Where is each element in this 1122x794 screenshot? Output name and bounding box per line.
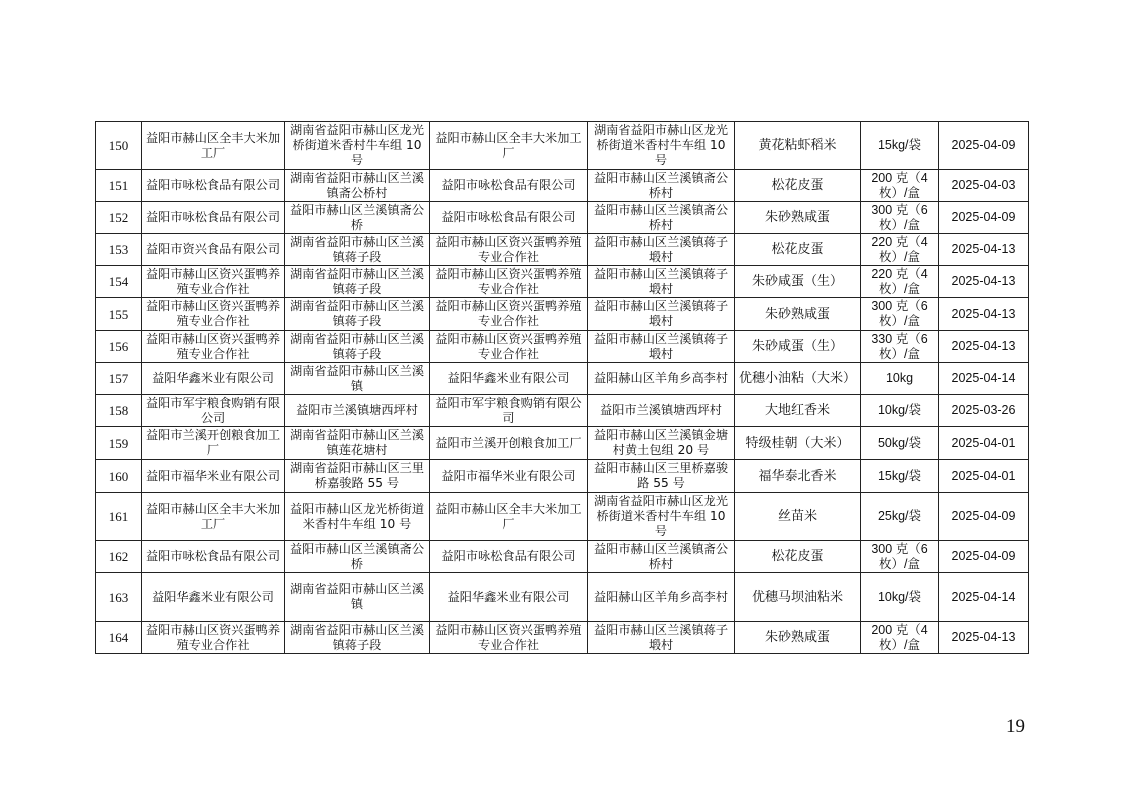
producer-name-cell: 益阳市赫山区资兴蛋鸭养殖专业合作社 [142,331,285,363]
seller-address-cell: 益阳市赫山区兰溪镇蒋子塅村 [588,298,735,331]
producer-address-cell: 湖南省益阳市赫山区兰溪镇 [285,363,430,395]
product-name-cell: 朱砂咸蛋（生） [735,331,861,363]
producer-address-cell: 湖南省益阳市赫山区兰溪镇斋公桥村 [285,170,430,202]
producer-address-cell: 湖南省益阳市赫山区三里桥嘉骏路 55 号 [285,460,430,493]
producer-address-cell: 湖南省益阳市赫山区兰溪镇蒋子段 [285,331,430,363]
seller-name-cell: 益阳市军宇粮食购销有限公司 [430,395,588,427]
seller-address-cell: 益阳市赫山区兰溪镇斋公桥村 [588,170,735,202]
product-name-cell: 黄花粘虾稻米 [735,122,861,170]
table-row [96,395,1029,427]
table-row [96,202,1029,234]
product-spec-cell: 220 克（4 枚）/盒 [861,266,939,298]
producer-address-cell: 湖南省益阳市赫山区兰溪镇蒋子段 [285,298,430,331]
table-row [96,298,1029,331]
product-spec-cell: 25kg/袋 [861,493,939,541]
row-number-cell: 151 [96,170,142,202]
producer-name-cell: 益阳市咏松食品有限公司 [142,541,285,573]
producer-address-cell: 湖南省益阳市赫山区兰溪镇蒋子段 [285,234,430,266]
product-spec-cell: 15kg/袋 [861,460,939,493]
producer-name-cell: 益阳市赫山区全丰大米加工厂 [142,122,285,170]
production-date-cell: 2025-04-13 [939,622,1029,654]
producer-name-cell: 益阳市赫山区全丰大米加工厂 [142,493,285,541]
table-row [96,122,1029,170]
product-name-cell: 优穗马坝油粘米 [735,573,861,622]
product-name-cell: 朱砂熟咸蛋 [735,202,861,234]
row-number-cell: 159 [96,427,142,460]
table-row [96,573,1029,622]
production-date-cell: 2025-04-01 [939,460,1029,493]
producer-address-cell: 湖南省益阳市赫山区兰溪镇蒋子段 [285,622,430,654]
seller-address-cell: 益阳赫山区羊角乡高李村 [588,363,735,395]
table-row [96,266,1029,298]
producer-address-cell: 益阳市兰溪镇塘西坪村 [285,395,430,427]
production-date-cell: 2025-04-14 [939,363,1029,395]
producer-name-cell: 益阳华鑫米业有限公司 [142,573,285,622]
production-date-cell: 2025-04-01 [939,427,1029,460]
table-row [96,460,1029,493]
seller-name-cell: 益阳市咏松食品有限公司 [430,202,588,234]
row-number-cell: 152 [96,202,142,234]
product-name-cell: 丝苗米 [735,493,861,541]
sampling-results-table [95,121,1029,654]
row-number-cell: 164 [96,622,142,654]
producer-address-cell: 湖南省益阳市赫山区兰溪镇莲花塘村 [285,427,430,460]
producer-name-cell: 益阳市咏松食品有限公司 [142,170,285,202]
table-row [96,493,1029,541]
product-spec-cell: 50kg/袋 [861,427,939,460]
seller-address-cell: 益阳市兰溪镇塘西坪村 [588,395,735,427]
producer-address-cell: 湖南省益阳市赫山区兰溪镇 [285,573,430,622]
production-date-cell: 2025-04-13 [939,266,1029,298]
seller-name-cell: 益阳市咏松食品有限公司 [430,541,588,573]
product-name-cell: 松花皮蛋 [735,541,861,573]
production-date-cell: 2025-04-13 [939,298,1029,331]
table-row [96,170,1029,202]
seller-name-cell: 益阳华鑫米业有限公司 [430,363,588,395]
table-row [96,622,1029,654]
product-spec-cell: 10kg/袋 [861,395,939,427]
seller-address-cell: 益阳市赫山区兰溪镇蒋子塅村 [588,331,735,363]
product-spec-cell: 10kg [861,363,939,395]
product-spec-cell: 10kg/袋 [861,573,939,622]
product-spec-cell: 15kg/袋 [861,122,939,170]
table-row [96,331,1029,363]
row-number-cell: 158 [96,395,142,427]
seller-address-cell: 益阳市赫山区兰溪镇金塘村黄土包组 20 号 [588,427,735,460]
producer-address-cell: 湖南省益阳市赫山区兰溪镇蒋子段 [285,266,430,298]
seller-name-cell: 益阳华鑫米业有限公司 [430,573,588,622]
product-name-cell: 松花皮蛋 [735,170,861,202]
producer-name-cell: 益阳市兰溪开创粮食加工厂 [142,427,285,460]
seller-address-cell: 益阳市赫山区兰溪镇斋公桥村 [588,202,735,234]
product-name-cell: 福华泰北香米 [735,460,861,493]
table-row [96,541,1029,573]
producer-name-cell: 益阳市福华米业有限公司 [142,460,285,493]
product-spec-cell: 200 克（4 枚）/盒 [861,622,939,654]
product-name-cell: 朱砂熟咸蛋 [735,298,861,331]
production-date-cell: 2025-04-09 [939,541,1029,573]
page-number: 19 [1006,716,1025,737]
production-date-cell: 2025-04-09 [939,202,1029,234]
producer-address-cell: 益阳市赫山区兰溪镇斋公桥 [285,541,430,573]
seller-address-cell: 益阳市赫山区兰溪镇斋公桥村 [588,541,735,573]
product-spec-cell: 200 克（4 枚）/盒 [861,170,939,202]
seller-address-cell: 湖南省益阳市赫山区龙光桥街道米香村牛车组 10 号 [588,493,735,541]
seller-name-cell: 益阳市赫山区资兴蛋鸭养殖专业合作社 [430,331,588,363]
producer-name-cell: 益阳华鑫米业有限公司 [142,363,285,395]
seller-name-cell: 益阳市赫山区全丰大米加工厂 [430,122,588,170]
table-row [96,363,1029,395]
product-name-cell: 大地红香米 [735,395,861,427]
seller-name-cell: 益阳市赫山区资兴蛋鸭养殖专业合作社 [430,266,588,298]
product-spec-cell: 300 克（6 枚）/盒 [861,202,939,234]
table-row [96,427,1029,460]
product-name-cell: 松花皮蛋 [735,234,861,266]
producer-name-cell: 益阳市赫山区资兴蛋鸭养殖专业合作社 [142,622,285,654]
row-number-cell: 153 [96,234,142,266]
seller-address-cell: 湖南省益阳市赫山区龙光桥街道米香村牛车组 10 号 [588,122,735,170]
row-number-cell: 160 [96,460,142,493]
seller-name-cell: 益阳市赫山区资兴蛋鸭养殖专业合作社 [430,622,588,654]
producer-address-cell: 益阳市赫山区龙光桥街道米香村牛车组 10 号 [285,493,430,541]
product-spec-cell: 300 克（6 枚）/盒 [861,298,939,331]
producer-address-cell: 益阳市赫山区兰溪镇斋公桥 [285,202,430,234]
row-number-cell: 157 [96,363,142,395]
production-date-cell: 2025-04-03 [939,170,1029,202]
producer-address-cell: 湖南省益阳市赫山区龙光桥街道米香村牛车组 10 号 [285,122,430,170]
producer-name-cell: 益阳市资兴食品有限公司 [142,234,285,266]
seller-name-cell: 益阳市兰溪开创粮食加工厂 [430,427,588,460]
table-row [96,234,1029,266]
production-date-cell: 2025-04-13 [939,234,1029,266]
product-name-cell: 优穗小油粘（大米） [735,363,861,395]
seller-name-cell: 益阳市福华米业有限公司 [430,460,588,493]
row-number-cell: 150 [96,122,142,170]
product-spec-cell: 300 克（6 枚）/盒 [861,541,939,573]
row-number-cell: 162 [96,541,142,573]
row-number-cell: 154 [96,266,142,298]
production-date-cell: 2025-03-26 [939,395,1029,427]
production-date-cell: 2025-04-09 [939,493,1029,541]
production-date-cell: 2025-04-13 [939,331,1029,363]
seller-name-cell: 益阳市赫山区全丰大米加工厂 [430,493,588,541]
producer-name-cell: 益阳市军宇粮食购销有限公司 [142,395,285,427]
producer-name-cell: 益阳市赫山区资兴蛋鸭养殖专业合作社 [142,298,285,331]
product-spec-cell: 220 克（4 枚）/盒 [861,234,939,266]
row-number-cell: 161 [96,493,142,541]
seller-address-cell: 益阳市赫山区兰溪镇蒋子塅村 [588,622,735,654]
row-number-cell: 163 [96,573,142,622]
production-date-cell: 2025-04-14 [939,573,1029,622]
row-number-cell: 156 [96,331,142,363]
seller-name-cell: 益阳市咏松食品有限公司 [430,170,588,202]
seller-address-cell: 益阳市赫山区兰溪镇蒋子塅村 [588,234,735,266]
seller-name-cell: 益阳市赫山区资兴蛋鸭养殖专业合作社 [430,234,588,266]
product-name-cell: 朱砂咸蛋（生） [735,266,861,298]
producer-name-cell: 益阳市赫山区资兴蛋鸭养殖专业合作社 [142,266,285,298]
row-number-cell: 155 [96,298,142,331]
seller-address-cell: 益阳赫山区羊角乡高李村 [588,573,735,622]
seller-address-cell: 益阳市赫山区兰溪镇蒋子塅村 [588,266,735,298]
seller-name-cell: 益阳市赫山区资兴蛋鸭养殖专业合作社 [430,298,588,331]
producer-name-cell: 益阳市咏松食品有限公司 [142,202,285,234]
production-date-cell: 2025-04-09 [939,122,1029,170]
seller-address-cell: 益阳市赫山区三里桥嘉骏路 55 号 [588,460,735,493]
product-name-cell: 特级桂朝（大米） [735,427,861,460]
product-spec-cell: 330 克（6 枚）/盒 [861,331,939,363]
product-name-cell: 朱砂熟咸蛋 [735,622,861,654]
